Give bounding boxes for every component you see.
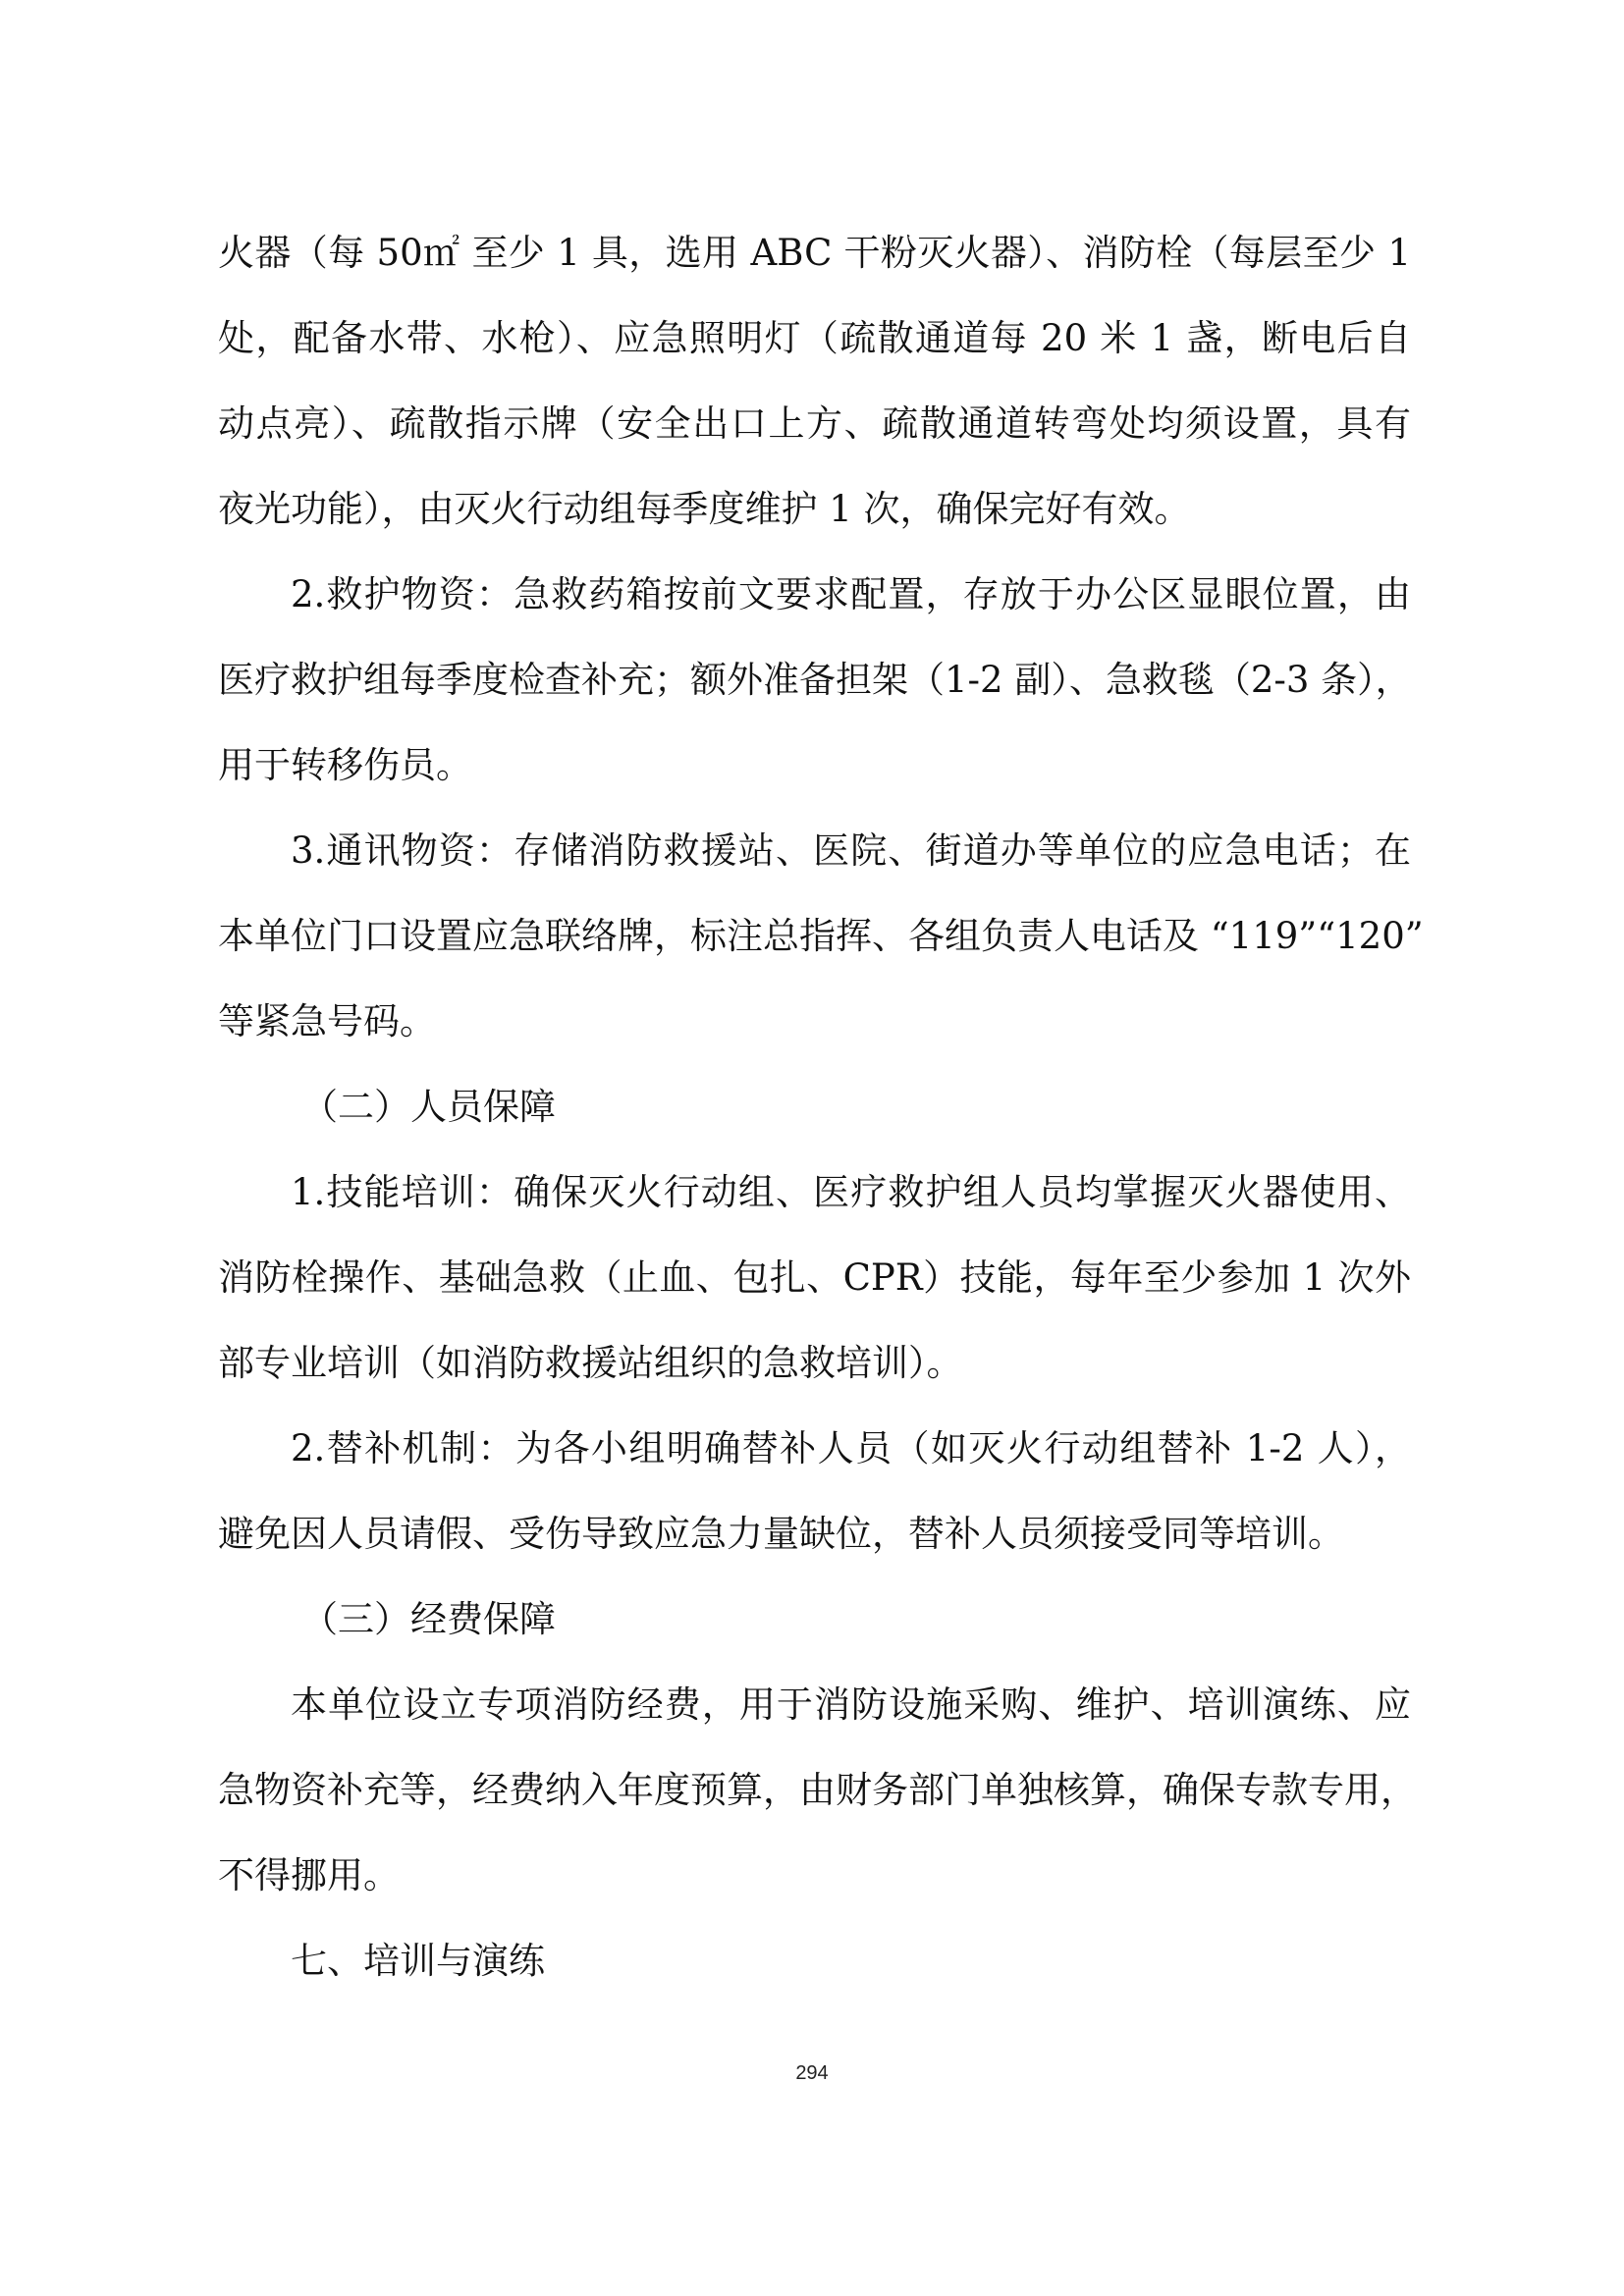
body-text-line: 消防栓操作、基础急救（止血、包扎、CPR）技能，每年至少参加 1 次外 bbox=[218, 1256, 1411, 1299]
body-text-line: 本单位门口设置应急联络牌，标注总指挥、各组负责人电话及 “119”“120” bbox=[218, 915, 1424, 957]
body-text-line: 等紧急号码。 bbox=[218, 1000, 436, 1042]
body-text-line: 3.通讯物资：存储消防救援站、医院、街道办等单位的应急电话；在 bbox=[291, 829, 1411, 872]
body-text-line: 用于转移伤员。 bbox=[218, 744, 472, 786]
body-text-line: 火器（每 50㎡ 至少 1 具，选用 ABC 干粉灭火器）、消防栓（每层至少 1 bbox=[218, 232, 1411, 274]
body-text-line: 动点亮）、疏散指示牌（安全出口上方、疏散通道转弯处均须设置，具有 bbox=[218, 402, 1411, 445]
body-text-line: 部专业培训（如消防救援站组织的急救培训）。 bbox=[218, 1342, 963, 1384]
body-text-line: 医疗救护组每季度检查补充；额外准备担架（1-2 副）、急救毯（2-3 条）， bbox=[218, 659, 1412, 701]
body-text-line: 本单位设立专项消防经费，用于消防设施采购、维护、培训演练、应 bbox=[291, 1683, 1411, 1726]
body-text-line: 不得挪用。 bbox=[218, 1854, 400, 1896]
section-heading: （二）人员保障 bbox=[301, 1086, 556, 1128]
body-text-line: 1.技能培训：确保灭火行动组、医疗救护组人员均掌握灭火器使用、 bbox=[291, 1171, 1411, 1213]
section-heading: （三）经费保障 bbox=[301, 1598, 556, 1640]
body-text-line: 处，配备水带、水枪）、应急照明灯（疏散通道每 20 米 1 盏，断电后自 bbox=[218, 317, 1411, 359]
page-number: 294 bbox=[795, 2062, 829, 2084]
body-text-line: 避免因人员请假、受伤导致应急力量缺位，替补人员须接受同等培训。 bbox=[218, 1513, 1344, 1555]
body-text-line: 夜光功能），由灭火行动组每季度维护 1 次，确保完好有效。 bbox=[218, 488, 1191, 530]
body-text-line: 急物资补充等，经费纳入年度预算，由财务部门单独核算，确保专款专用， bbox=[218, 1769, 1417, 1811]
chapter-heading: 七、培训与演练 bbox=[291, 1940, 545, 1982]
body-text-line: 2.救护物资：急救药箱按前文要求配置，存放于办公区显眼位置，由 bbox=[291, 573, 1411, 615]
body-text-line: 2.替补机制：为各小组明确替补人员（如灭火行动组替补 1-2 人）， bbox=[291, 1427, 1411, 1469]
